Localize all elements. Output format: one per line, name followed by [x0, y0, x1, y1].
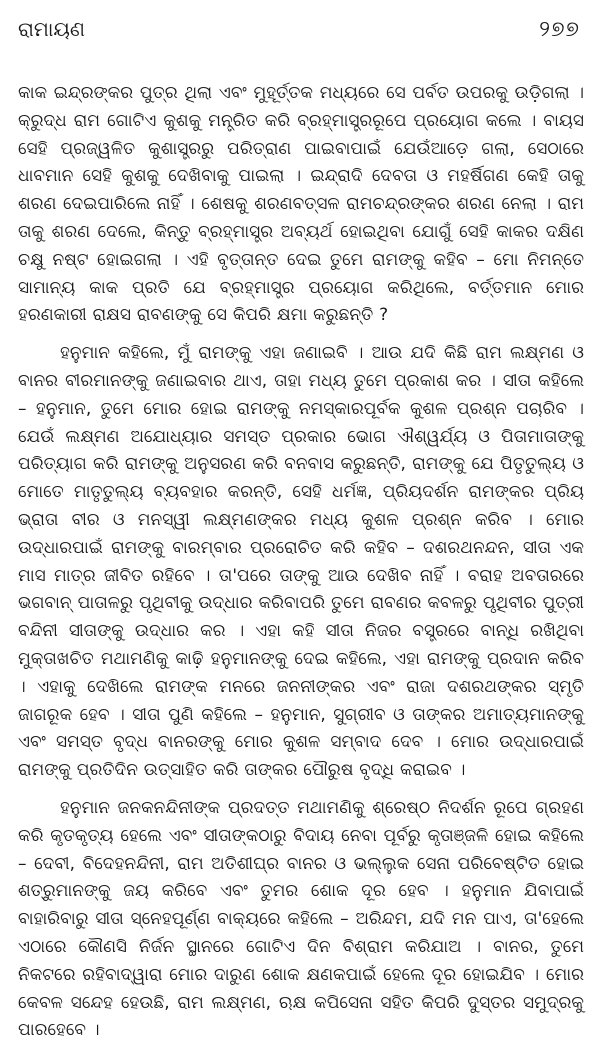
page-number: ୨୭୭	[539, 17, 580, 42]
running-header	[18, 14, 584, 54]
paragraph-crow-story: କାକ ଇନ୍ଦ୍ରଙ୍କର ପୁତ୍ର ଥିଲା ଏବଂ ମୁହୂର୍ତ୍ତକ ମଧ୍ୟରେ ସେ ପର୍ବତ ଉପରକୁ ଉଡ଼ିଗଲା । କ୍ରୁଦ୍ଧ ରାମ ଗୋଟିଏ କୁଶକୁ ମନ୍ତ୍ରିତ କରି ବ୍ରହ୍ମାସ୍ତ୍ରରୂପେ ପ୍ରୟୋଗ କଲେ । ବାୟସ ସେହି ପ୍ରଜ୍ୱଳିତ କୁଶାସ୍ତ୍ରରୁ ପରିତ୍ରାଣ ପାଇବାପାଇଁ ଯେଉଁଆଡ଼େ ଗଲା, ସେଠାରେ ଧାବମାନ ସେହି କୁଶକୁ ଦେଖିବାକୁ ପାଇଲା । ଇନ୍ଦ୍ରାଦି ଦେବତା ଓ ମହର୍ଷିଗଣ କେହି ତାକୁ ଶରଣ ଦେଇପାରିଲେ ନାହିଁ । ଶେଷକୁ ଶରଣବତ୍ସଳ ରାମଚନ୍ଦ୍ରଙ୍କର ଶରଣ ନେଲା । ରାମ ତାକୁ ଶରଣ ଦେଲେ, କିନ୍ତୁ ବ୍ରହ୍ମାସ୍ତ୍ର ଅବ୍ୟର୍ଥ ହୋଇଥିବା ଯୋଗୁଁ ସେହି କାକର ଦକ୍ଷିଣ ଚକ୍ଷୁ ନଷ୍ଟ ହୋଇଗଲା । ଏହି ବୃତ୍ତାନ୍ତ ଦେଇ ତୁମେ ରାମଙ୍କୁ କହିବ – ମୋ ନିମନ୍ତେ ସାମାନ୍ୟ କାକ ପ୍ରତି ଯେ ବ୍ରହ୍ମାସ୍ତ୍ର ପ୍ରୟୋଗ କରିଥିଲେ, ବର୍ତ୍ତମାନ ମୋର ହରଣକାରୀ ରାକ୍ଷସ ରାବଣଙ୍କୁ ସେ କିପରି କ୍ଷମା କରୁଛନ୍ତି ?	[18, 83, 584, 326]
paragraph-sita-message: ହନୁମାନ କହିଲେ, ମୁଁ ରାମଙ୍କୁ ଏହା ଜଣାଇବି । ଆଉ ଯଦି କିଛି ରାମ ଲକ୍ଷ୍ମଣ ଓ ବାନର ବୀରମାନଙ୍କୁ ଜଣାଇବାର ଥାଏ, ତାହା ମଧ୍ୟ ତୁମେ ପ୍ରକାଶ କର । ସୀତା କହିଲେ – ହନୁମାନ, ତୁମେ ମୋର ହୋଇ ରାମଙ୍କୁ ନମସ୍କାରପୂର୍ବକ କୁଶଳ ପ୍ରଶ୍ନ ପଚାରିବ । ଯେଉଁ ଲକ୍ଷ୍ମଣ ଅଯୋଧ୍ୟାର ସମସ୍ତ ପ୍ରକାର ଭୋଗ ଐଶ୍ୱର୍ଯ୍ୟ ଓ ପିତାମାତାଙ୍କୁ ପରିତ୍ୟାଗ କରି ରାମଙ୍କୁ ଅନୁସରଣ କରି ବନବାସ କରୁଛନ୍ତି, ରାମଙ୍କୁ ଯେ ପିତୃତୁଲ୍ୟ ଓ ମୋତେ ମାତୃତୁଲ୍ୟ ବ୍ୟବହାର କରନ୍ତି, ସେହି ଧର୍ମଜ୍ଞ, ପ୍ରିୟଦର୍ଶନ ରାମଙ୍କର ପ୍ରିୟ ଭ୍ରାତା ବୀର ଓ ମନସ୍ୱୀ ଲକ୍ଷ୍ମଣଙ୍କର ମଧ୍ୟ କୁଶଳ ପ୍ରଶ୍ନ କରିବ । ମୋର ଉଦ୍ଧାରପାଇଁ ରାମଙ୍କୁ ବାରମ୍ବାର ପ୍ରରୋଚିତ କରି କହିବ – ଦଶରଥନନ୍ଦନ, ସୀତା ଏକ ମାସ ମାତ୍ର ଜୀବିତ ରହିବେ । ତା'ପରେ ତାଙ୍କୁ ଆଉ ଦେଖିବ ନାହିଁ । ବରାହ ଅବତାରରେ ଭଗବାନ୍ ପାତାଳରୁ ପୃଥିବୀକୁ ଉଦ୍ଧାର କରିବାପରି ତୁମେ ରାବଣର କବଳରୁ ପୃଥିବୀର ପୁତ୍ରୀ ବନ୍ଦିନୀ ସୀତାଙ୍କୁ ଉଦ୍ଧାର କର । ଏହା କହି ସୀତା ନିଜର ବସ୍ତ୍ରରେ ବାନ୍ଧି ରଖିଥିବା ମୁକ୍ତାଖଚିତ ମଥାମଣିକୁ କାଢ଼ି ହନୁମାନଙ୍କୁ ଦେଇ କହିଲେ, ଏହା ରାମଙ୍କୁ ପ୍ରଦାନ କରିବ । ଏହାକୁ ଦେଖିଲେ ରାମଙ୍କ ମନରେ ଜନନୀଙ୍କର ଏବଂ ରାଜା ଦଶରଥଙ୍କର ସ୍ମୃତି ଜାଗରୂକ ହେବ । ସୀତା ପୁଣି କହିଲେ – ହନୁମାନ, ସୁଗ୍ରୀବ ଓ ତାଙ୍କର ଅମାତ୍ୟମାନଙ୍କୁ ଏବଂ ସମସ୍ତ ବୃଦ୍ଧ ବାନରଙ୍କୁ ମୋର କୁଶଳ ସମ୍ବାଦ ଦେବ । ମୋର ଉଦ୍ଧାରପାଇଁ ରାମଙ୍କୁ ପ୍ରତିଦିନ ଉତ୍ସାହିତ କରି ତାଙ୍କର ପୌରୁଷ ବୃଦ୍ଧି କରାଇବ ।	[18, 343, 584, 781]
paragraph-hanuman-farewell: ହନୁମାନ ଜନକନନ୍ଦିନୀଙ୍କ ପ୍ରଦତ୍ତ ମଥାମଣିକୁ ଶ୍ରେଷ୍ଠ ନିଦର୍ଶନ ରୂପେ ଗ୍ରହଣ କରି କୃତକୃତ୍ୟ ହେଲେ ଏବଂ ସୀତାଙ୍କଠାରୁ ବିଦାୟ ନେବା ପୂର୍ବରୁ କୃତାଞ୍ଜଳି ହୋଇ କହିଲେ – ଦେବୀ, ବିଦେହନନ୍ଦିନୀ, ରାମ ଅତିଶୀଘ୍ର ବାନର ଓ ଭଲ୍ଲୁକ ସେନା ପରିବେଷ୍ଟିତ ହୋଇ ଶତ୍ରୁମାନଙ୍କୁ ଜୟ କରିବେ ଏବଂ ତୁମର ଶୋକ ଦୂର ହେବ । ହନୁମାନ ଯିବାପାଇଁ ବାହାରିବାରୁ ସୀତା ସ୍ନେହପୂର୍ଣ୍ଣ ବାକ୍ୟରେ କହିଲେ – ଅରିନ୍ଦମ, ଯଦି ମନ ପାଏ, ତା'ହେଲେ ଏଠାରେ କୌଣସି ନିର୍ଜନ ସ୍ଥାନରେ ଗୋଟିଏ ଦିନ ବିଶ୍ରାମ କରିଯାଅ । ବାନର, ତୁମେ ନିକଟରେ ରହିବାଦ୍ୱାରା ମୋର ଦାରୁଣ ଶୋକ କ୍ଷଣକପାଇଁ ହେଲେ ଦୂର ହୋଇଯିବ । ମୋର କେବଳ ସନ୍ଦେହ ହେଉଛି, ରାମ ଲକ୍ଷ୍ମଣ, ଋକ୍ଷ କପିସେନା ସହିତ କିପରି ଦୁସ୍ତର ସମୁଦ୍ରକୁ ପାରହେବେ ।	[18, 797, 584, 1041]
body-text	[18, 80, 584, 1045]
running-title: ରାମାୟଣ	[18, 17, 86, 41]
